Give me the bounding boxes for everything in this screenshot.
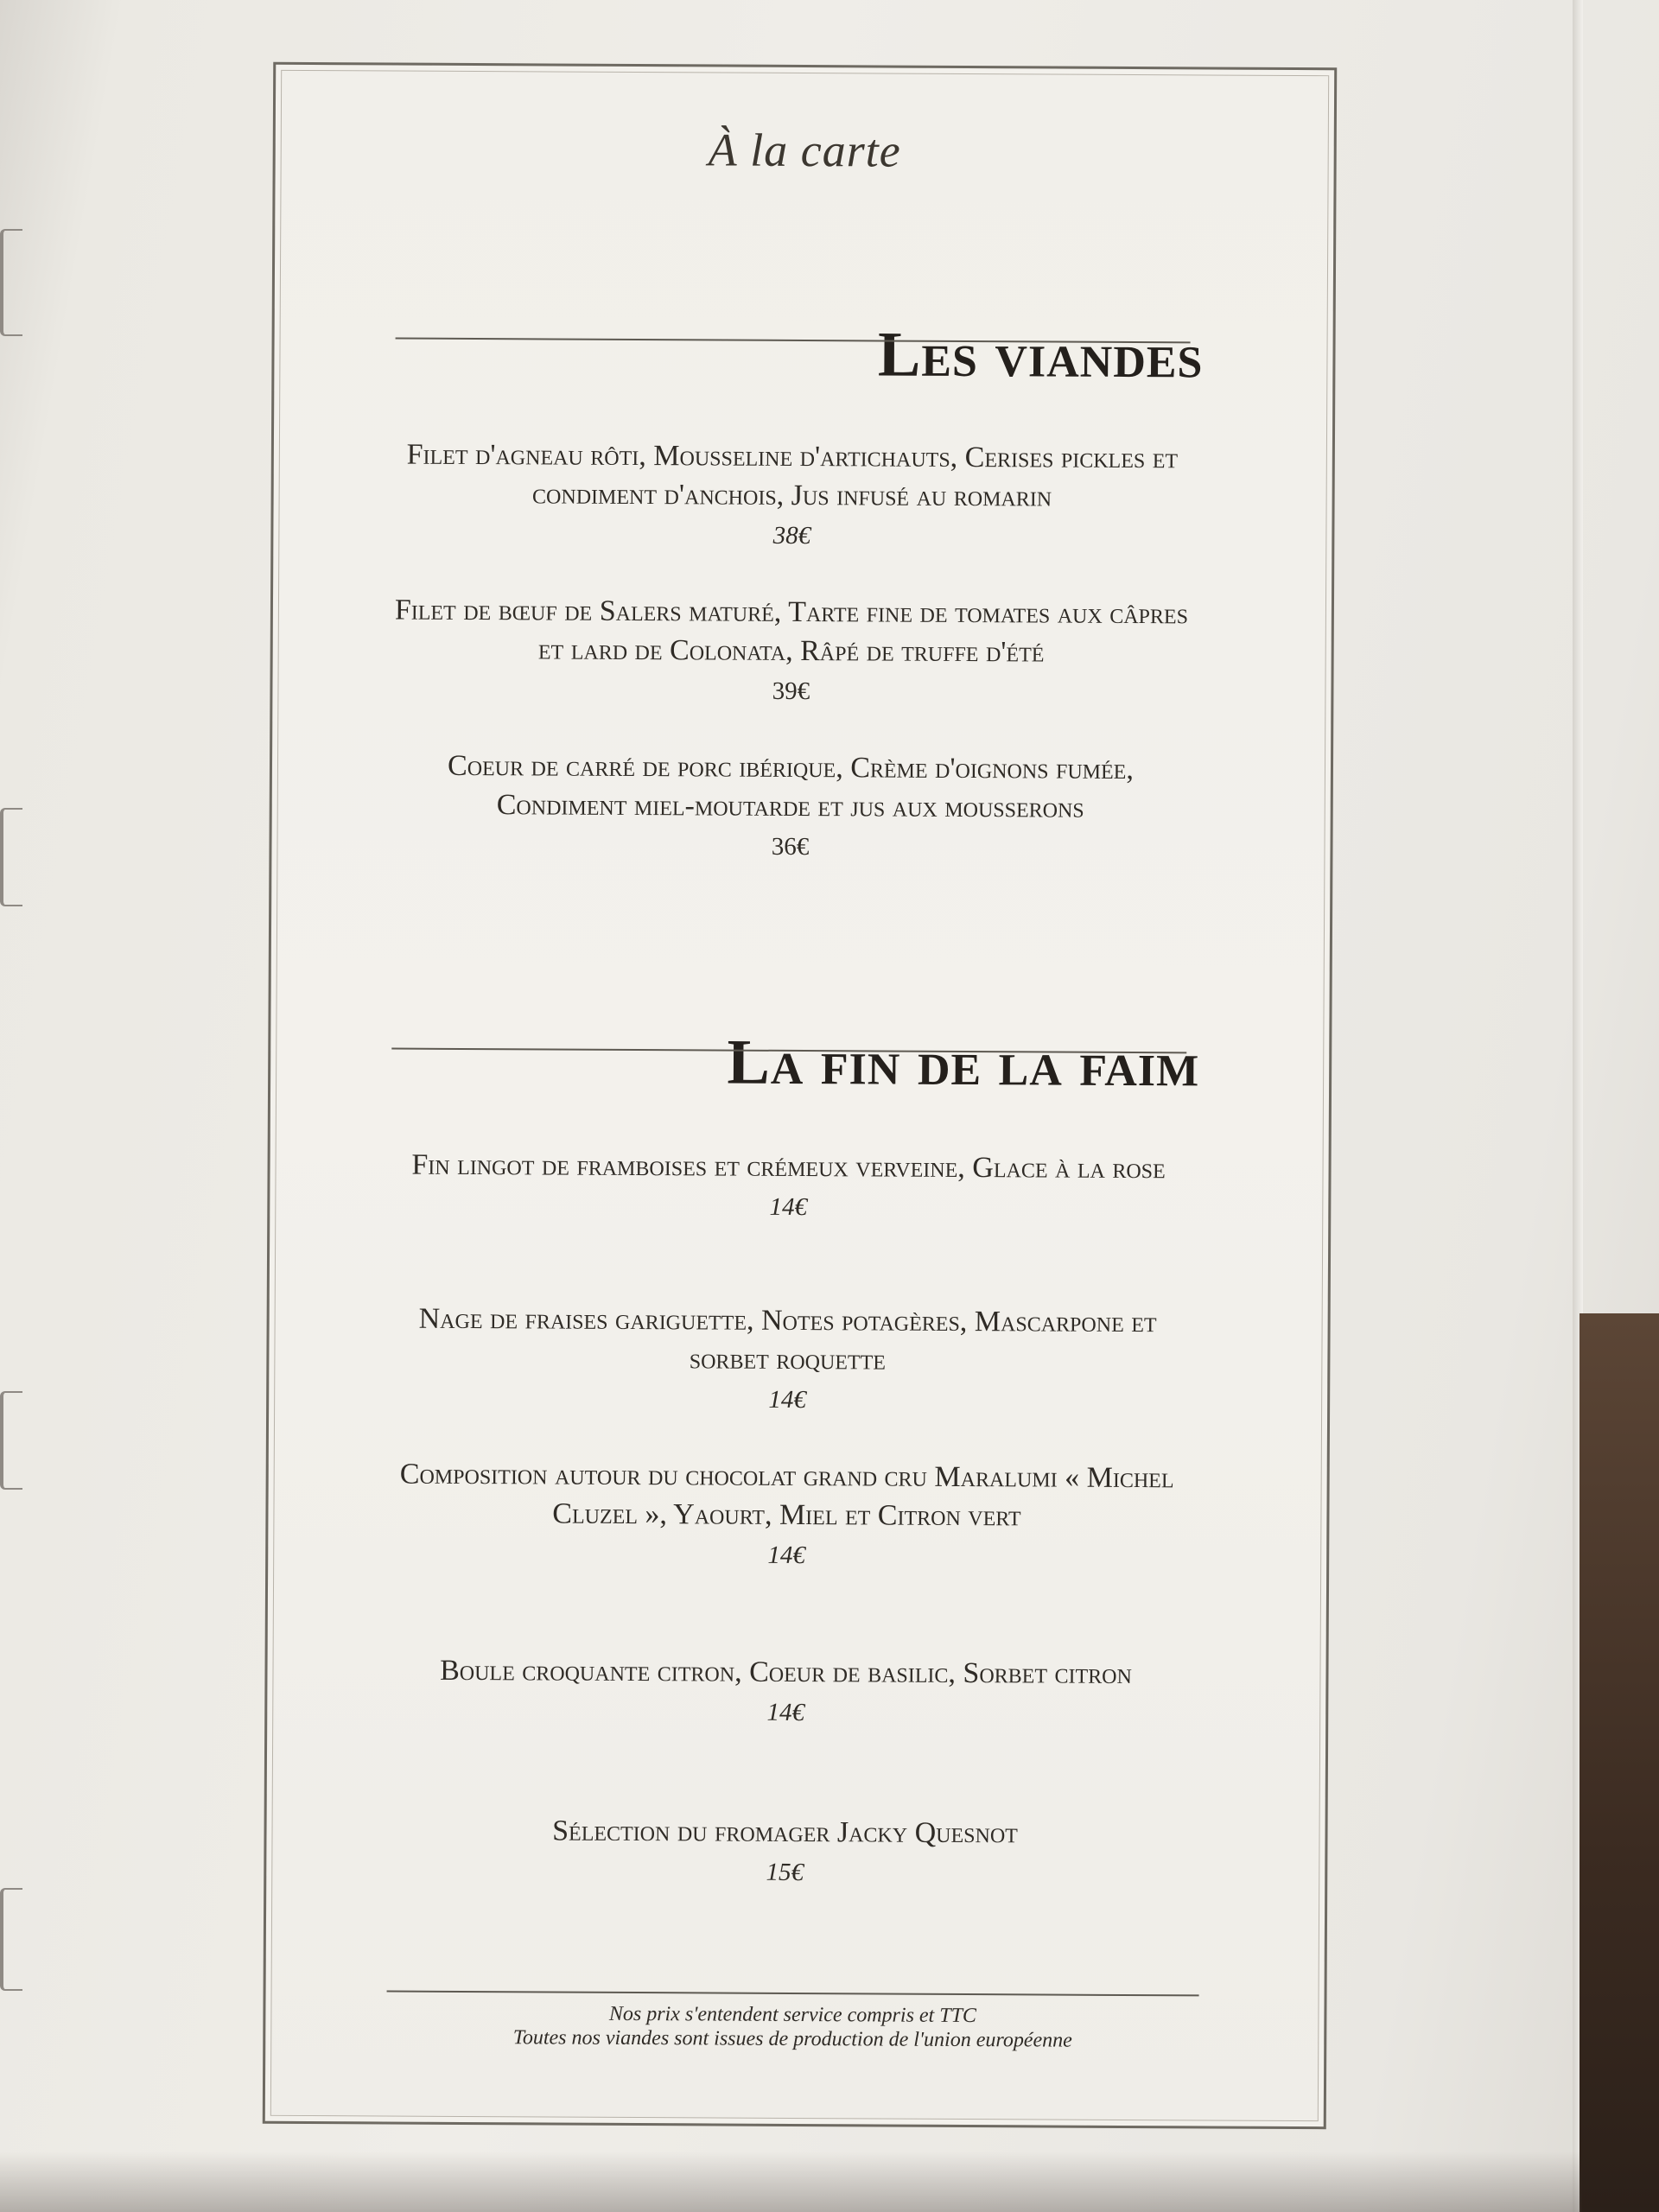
menu-item — [392, 747, 1188, 868]
menu-item-price: 15€ — [766, 1858, 804, 1887]
menu-item-name: Coeur de carré de porc ibérique, Crème d'oignons fumée, Condiment miel-moutarde et jus aux mousserons — [447, 749, 1135, 824]
section-title-viandes: Les viandes — [877, 319, 1204, 392]
menu-item-price: 38€ — [772, 521, 811, 550]
menu-item-name: Fin lingot de framboises et crémeux verveine, Glace à la rose — [411, 1148, 1166, 1185]
menu-item-name: Nage de fraises gariguette, Notes potagères, Mascarpone et sorbet roquette — [418, 1302, 1157, 1376]
binding-ring-1 — [0, 229, 22, 336]
menu-item — [390, 1300, 1185, 1421]
menu-item-price: 36€ — [771, 832, 810, 861]
binding-ring-2 — [0, 808, 22, 906]
menu-item-name: Filet d'agneau rôti, Mousseline d'artichauts, Cerises pickles et condiment d'anchois, Jus infusé au romarin — [406, 438, 1179, 513]
footnote-prices: Nos prix s'entendent service compris et TTC — [608, 2002, 977, 2028]
menu-item-price: 14€ — [769, 1192, 808, 1222]
footer-rule — [387, 1991, 1199, 1997]
footnote-meat-origin: Toutes nos viandes sont issues de production de l'union européenne — [512, 2026, 1072, 2052]
menu-item-price: 39€ — [772, 677, 810, 706]
menu-item-name: Composition autour du chocolat grand cru Maralumi « Michel Cluzel », Yaourt, Miel et Citron vert — [399, 1458, 1174, 1533]
menu-item — [391, 1146, 1185, 1229]
menu-card — [263, 62, 1337, 2129]
footnotes — [386, 2001, 1198, 2054]
menu-item-name: Sélection du fromager Jacky Quesnot — [552, 1815, 1018, 1850]
binding-ring-4 — [0, 1888, 22, 1991]
menu-item-price: 14€ — [768, 1385, 806, 1414]
menu-item — [393, 591, 1189, 713]
section-title-desserts: La fin de la faim — [727, 1027, 1200, 1101]
menu-item — [388, 1651, 1183, 1734]
menu-item-price: 14€ — [767, 1541, 806, 1570]
menu-item — [389, 1455, 1185, 1577]
menu-item — [387, 1811, 1182, 1894]
menu-item — [394, 435, 1190, 557]
menu-item-name: Filet de bœuf de Salers maturé, Tarte fine de tomates aux câpres et lard de Colonata, Râpé de truffe d'été — [394, 594, 1189, 669]
binding-ring-3 — [0, 1391, 22, 1490]
menu-title: À la carte — [708, 124, 901, 177]
table-background — [1580, 1313, 1659, 2212]
menu-item-name: Boule croquante citron, Coeur de basilic, Sorbet citron — [440, 1654, 1132, 1691]
menu-item-price: 14€ — [766, 1698, 805, 1727]
bottom-shadow — [0, 2152, 1581, 2212]
